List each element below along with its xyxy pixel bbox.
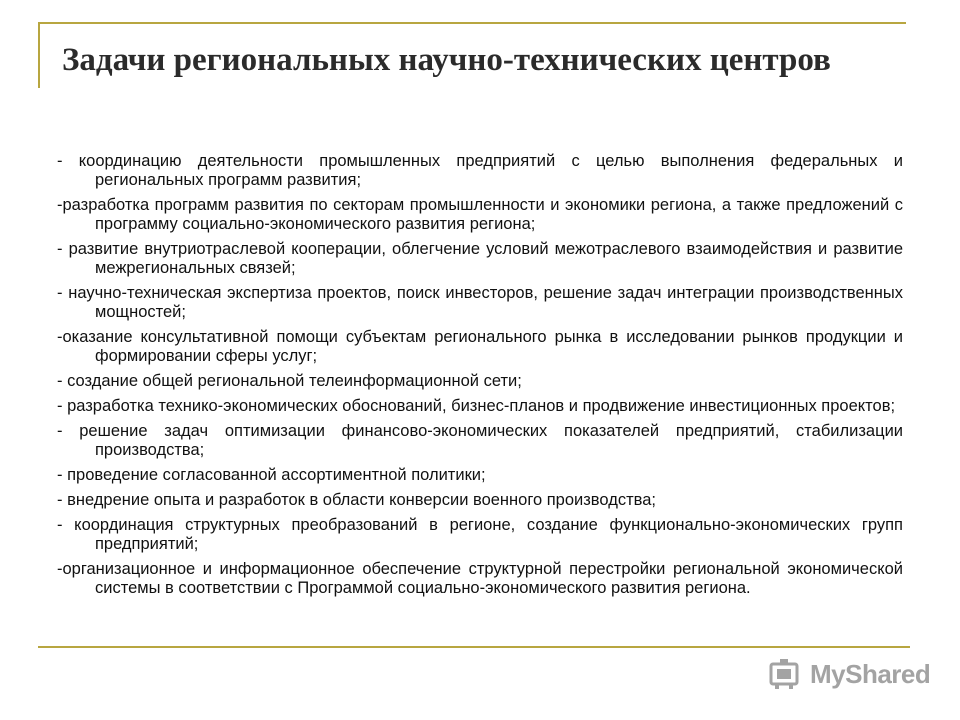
list-item: - внедрение опыта и разработок в области конверсии военного производства;: [57, 491, 656, 509]
watermark-brand: MyShared: [810, 658, 931, 689]
list-item: - развитие внутриотраслевой кооперации, облегчение условий межотраслевого взаимодействия и развитие межрегиональных связей;: [57, 240, 903, 277]
left-decorative-rule: [38, 22, 40, 88]
list-item: -оказание консультативной помощи субъектам регионального рынка в исследовании рынков продукции и формировании сферы услуг;: [57, 328, 903, 365]
list-item: -организационное и информационное обеспечение структурной перестройки региональной экономической системы в соответствии с Программой социально-экономического развития региона.: [57, 560, 903, 597]
list-item: - научно-техническая экспертиза проектов, поиск инвесторов, решение задач интеграции производственных мощностей;: [57, 284, 903, 321]
list-item: - координация структурных преобразований в регионе, создание функционально-экономических групп предприятий;: [57, 516, 903, 553]
task-list: [57, 152, 903, 604]
slide-title: Задачи региональных научно-технических центров: [62, 42, 831, 78]
list-item: - координацию деятельности промышленных предприятий с целью выполнения федеральных и региональных программ развития;: [57, 152, 903, 189]
myshared-watermark: [768, 657, 930, 691]
top-decorative-rule: [38, 22, 906, 24]
list-item: -разработка программ развития по секторам промышленности и экономики региона, а также предложений с программу социально-экономического развития региона;: [57, 196, 903, 233]
list-item: - создание общей региональной телеинформационной сети;: [57, 372, 522, 390]
list-item: - разработка технико-экономических обоснований, бизнес-планов и продвижение инвестиционных проектов;: [57, 397, 896, 415]
myshared-logo-icon: [768, 658, 802, 690]
list-item: - решение задач оптимизации финансово-экономических показателей предприятий, стабилизации производства;: [57, 422, 903, 459]
list-item: - проведение согласованной ассортиментной политики;: [57, 466, 486, 484]
bottom-decorative-rule: [38, 646, 910, 648]
